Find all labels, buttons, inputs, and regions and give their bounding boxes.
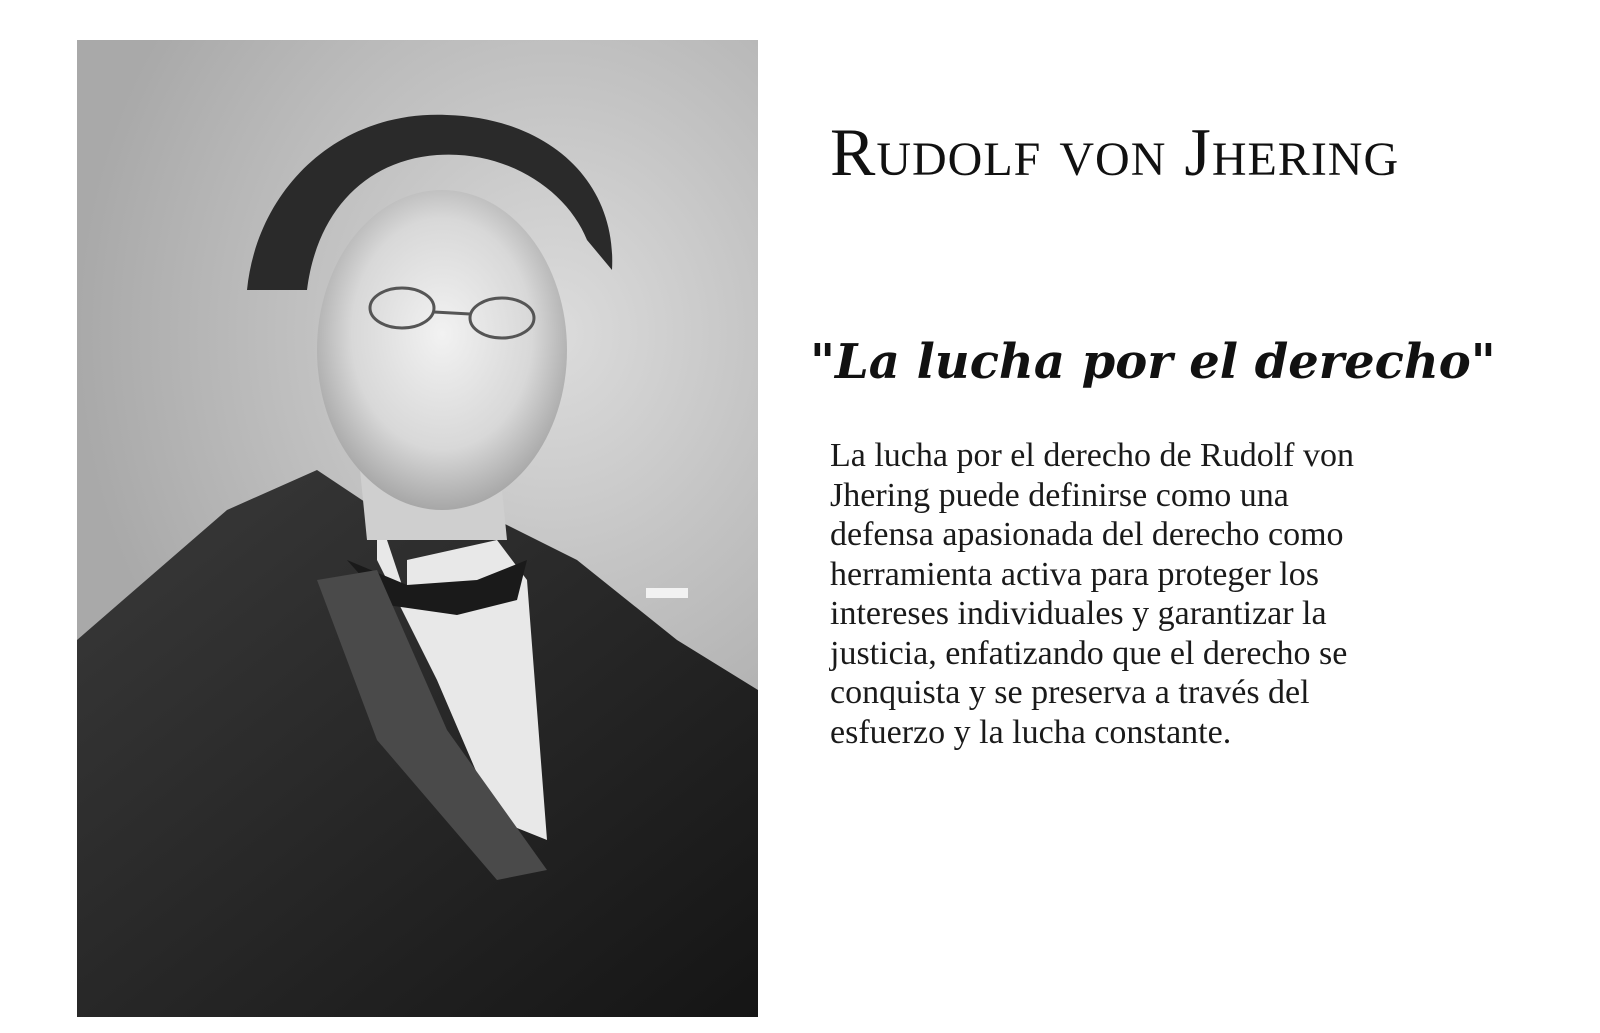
description-paragraph: La lucha por el derecho de Rudolf von Jhering puede definirse como una defensa apasionada del derecho como herramienta activa para proteger los intereses individuales y garantizar la justicia, enfatizando que el derecho se conquista y se preserva a través del esfuerzo y la lucha constante.: [830, 437, 1354, 751]
face-shape: [317, 190, 567, 510]
photo-mark: [646, 588, 688, 598]
portrait-photo: [77, 40, 758, 1017]
page-title: Rudolf von Jhering: [830, 114, 1400, 190]
work-title: "La lucha por el derecho": [810, 334, 1496, 390]
portrait-illustration: [77, 40, 758, 1017]
